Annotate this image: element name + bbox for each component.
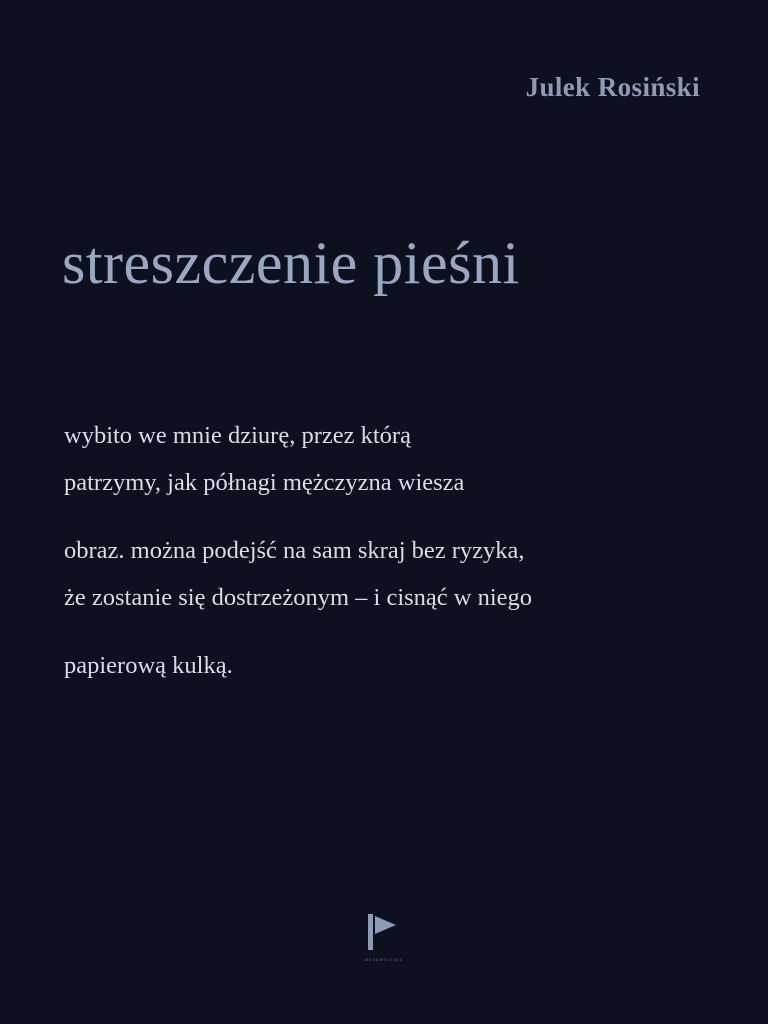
flag-triangle-icon xyxy=(362,912,406,952)
poem-stanza xyxy=(64,539,720,610)
poem-line: wybito we mnie dziurę, przez którą xyxy=(64,422,411,449)
author-name: Julek Rosiński xyxy=(525,72,700,102)
poem-stanza xyxy=(64,424,720,495)
poem-line: że zostanie się dostrzeżonym – i cisnąć w niego xyxy=(64,583,533,611)
poem-line: patrzymy, jak półnagi mężczyzna wiesza xyxy=(64,468,465,496)
publisher-name: wydawnictwo xyxy=(364,957,404,962)
poem-stanza xyxy=(64,654,720,679)
poem-body xyxy=(64,424,720,723)
poem-line: papierową kulką. xyxy=(64,652,233,679)
publisher-logo xyxy=(349,912,419,962)
book-title: streszczenie pieśni xyxy=(62,230,520,296)
poem-line: obraz. można podejść na sam skraj bez ryzyka, xyxy=(64,537,525,564)
